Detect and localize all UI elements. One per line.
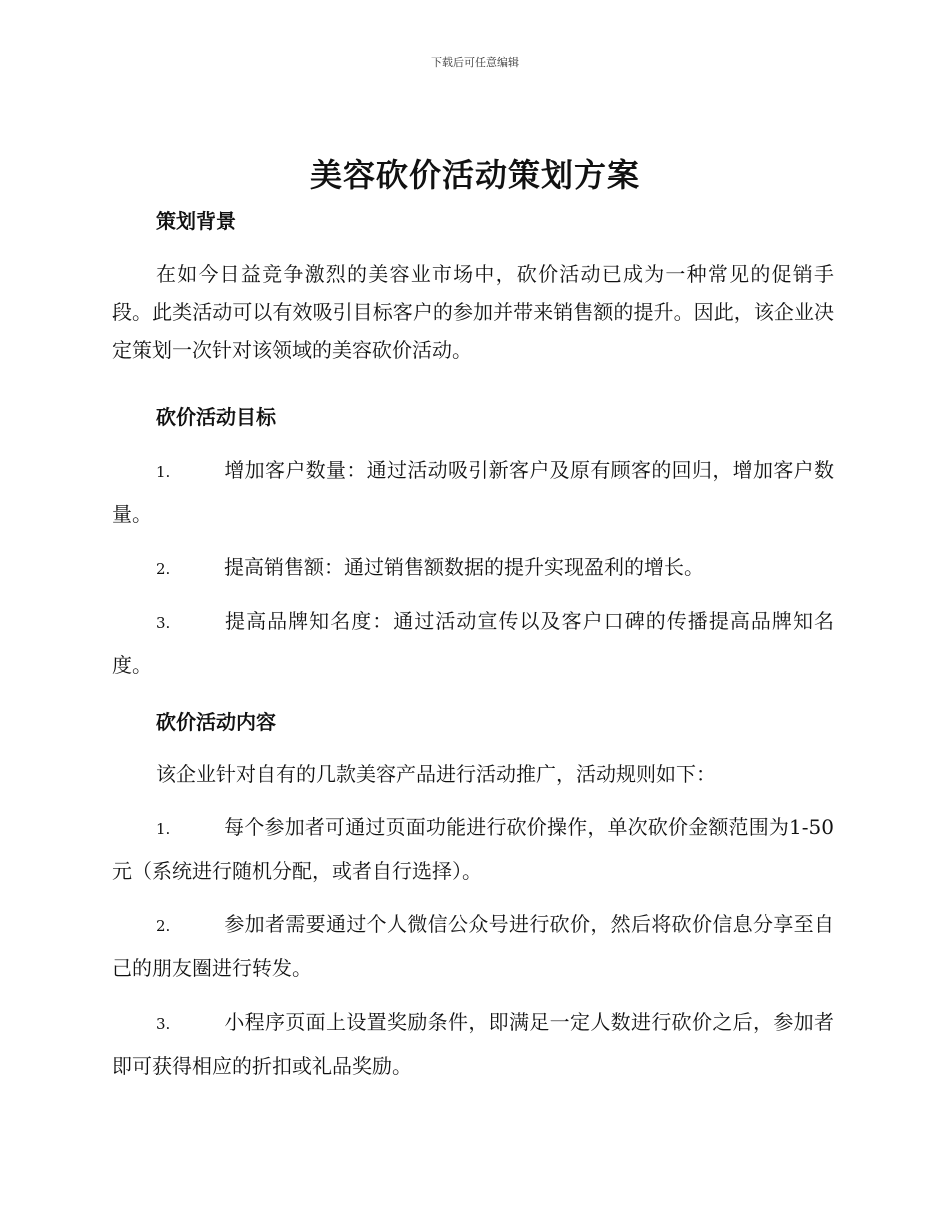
goal-item-1 xyxy=(112,449,834,535)
list-number: 1. xyxy=(156,463,171,481)
rule-item-3 xyxy=(112,1001,834,1087)
goal-item-2 xyxy=(112,546,834,590)
header-note: 下载后可任意编辑 xyxy=(431,56,519,69)
document-title: 美容砍价活动策划方案 xyxy=(309,156,640,194)
list-item-text: 每个参加者可通过页面功能进行砍价操作，单次砍价金额范围为1-50元（系统进行随机分配，或者自行选择）。 xyxy=(112,815,834,883)
section-heading-background: 策划背景 xyxy=(156,209,236,233)
list-item-text: 增加客户数量：通过活动吸引新客户及原有顾客的回归，增加客户数量。 xyxy=(112,458,834,526)
list-number: 1. xyxy=(156,820,171,838)
list-number: 3. xyxy=(156,614,171,632)
background-paragraph: 在如今日益竞争激烈的美容业市场中，砍价活动已成为一种常见的促销手段。此类活动可以有效吸引目标客户的参加并带来销售额的提升。因此，该企业决定策划一次针对该领域的美容砍价活动。 xyxy=(112,262,834,362)
list-item-text: 小程序页面上设置奖励条件，即满足一定人数进行砍价之后，参加者即可获得相应的折扣或礼品奖励。 xyxy=(112,1010,834,1078)
goal-item-3 xyxy=(112,600,834,686)
list-number: 3. xyxy=(156,1015,171,1033)
rule-item-2 xyxy=(112,903,834,989)
list-item-text: 提高品牌知名度：通过活动宣传以及客户口碑的传播提高品牌知名度。 xyxy=(112,609,834,677)
list-number: 2. xyxy=(156,917,171,935)
list-item-text: 提高销售额：通过销售额数据的提升实现盈利的增长。 xyxy=(224,555,704,579)
list-item-text: 参加者需要通过个人微信公众号进行砍价，然后将砍价信息分享至自己的朋友圈进行转发。 xyxy=(112,912,834,980)
section-heading-content: 砍价活动内容 xyxy=(156,710,276,734)
list-number: 2. xyxy=(156,560,171,578)
rule-item-1 xyxy=(112,806,834,892)
section-heading-goals: 砍价活动目标 xyxy=(156,405,276,429)
content-intro-paragraph: 该企业针对自有的几款美容产品进行活动推广，活动规则如下： xyxy=(156,762,716,786)
